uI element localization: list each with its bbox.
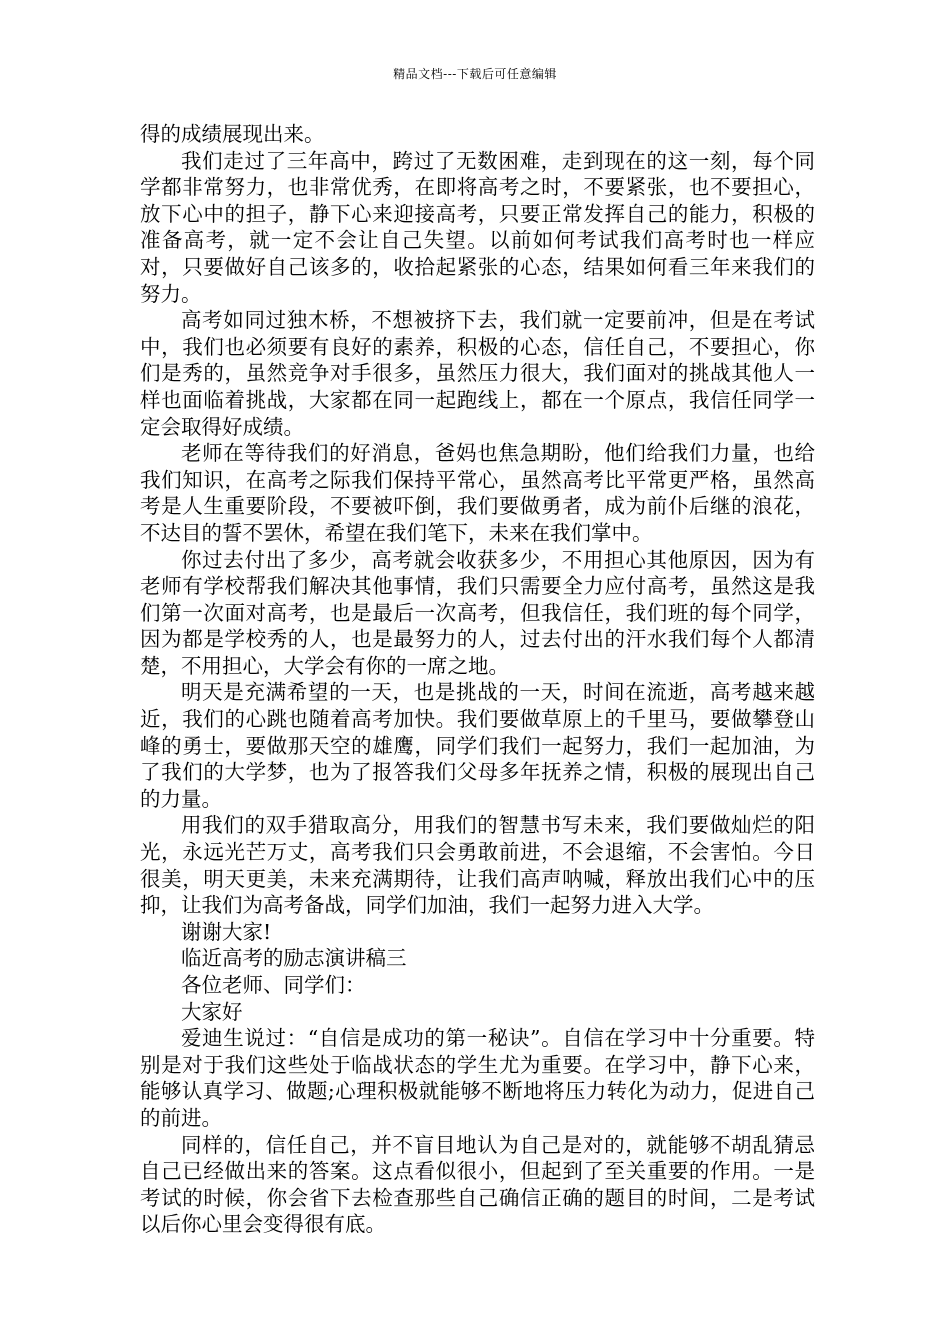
paragraph: 爱迪生说过：“自信是成功的第一秘诀”。自信在学习中十分重要。特别是对于我们这些处于临战状态的学生尤为重要。在学习中，静下心来，能够认真学习、做题;心理积极就能够不断地将压力转化为动力，促进自己的前进。	[140, 1026, 815, 1130]
document-body	[140, 121, 815, 1238]
paragraph: 你过去付出了多少，高考就会收获多少，不用担心其他原因，因为有老师有学校帮我们解决其他事情，我们只需要全力应付高考，虽然这是我们第一次面对高考，也是最后一次高考，但我信任，我们班的每个同学，因为都是学校秀的人，也是最努力的人，过去付出的汗水我们每个人都清楚，不用担心，大学会有你的一席之地。	[140, 547, 815, 678]
paragraph: 同样的，信任自己，并不盲目地认为自己是对的，就能够不胡乱猜忌自己已经做出来的答案。这点看似很小，但起到了至关重要的作用。一是考试的时候，你会省下去检查那些自己确信正确的题目的时间，二是考试以后你心里会变得很有底。	[140, 1132, 815, 1237]
page-header: 精品文档---下载后可任意编辑	[393, 67, 557, 81]
paragraph: 各位老师、同学们：	[181, 973, 366, 997]
paragraph: 得的成绩展现出来。	[140, 122, 325, 146]
paragraph: 老师在等待我们的好消息，爸妈也焦急期盼，他们给我们力量，也给我们知识，在高考之际我们保持平常心，虽然高考比平常更严格，虽然高考是人生重要阶段，不要被吓倒，我们要做勇者，成为前仆后继的浪花，不达目的誓不罢休，希望在我们笔下，未来在我们掌中。	[140, 441, 815, 545]
paragraph: 谢谢大家!	[181, 919, 272, 944]
paragraph: 我们走过了三年高中，跨过了无数困难，走到现在的这一刻，每个同学都非常努力，也非常优秀，在即将高考之时，不要紧张，也不要担心，放下心中的担子，静下心来迎接高考，只要正常发挥自己的能力，积极的准备高考，就一定不会让自己失望。以前如何考试我们高考时也一样应对，只要做好自己该多的，收拾起紧张的心态，结果如何看三年来我们的努力。	[140, 148, 815, 306]
paragraph: 明天是充满希望的一天，也是挑战的一天，时间在流逝，高考越来越近，我们的心跳也随着高考加快。我们要做草原上的千里马，要做攀登山峰的勇士，要做那天空的雄鹰，同学们我们一起努力，我们一起加油，为了我们的大学梦，也为了报答我们父母多年抚养之情，积极的展现出自己的力量。	[140, 680, 815, 811]
paragraph: 用我们的双手猎取高分，用我们的智慧书写未来，我们要做灿烂的阳光，永远光芒万丈，高考我们只会勇敢前进，不会退缩，不会害怕。今日很美，明天更美，未来充满期待，让我们高声呐喊，释放出我们心中的压抑，让我们为高考备战，同学们加油，我们一起努力进入大学。	[140, 813, 815, 918]
paragraph: 临近高考的励志演讲稿三	[181, 946, 407, 971]
paragraph: 大家好	[181, 999, 243, 1024]
paragraph: 高考如同过独木桥，不想被挤下去，我们就一定要前冲，但是在考试中，我们也必须要有良好的素养，积极的心态，信任自己，不要担心，你们是秀的，虽然竞争对手很多，虽然压力很大，我们面对的挑战其他人一样也面临着挑战，大家都在同一起跑线上，都在一个原点，我信任同学一定会取得好成绩。	[140, 308, 815, 439]
